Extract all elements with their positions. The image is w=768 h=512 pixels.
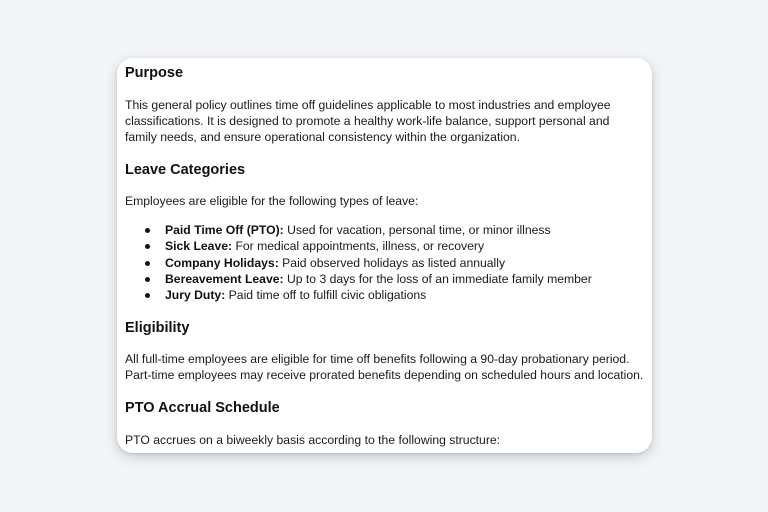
bullet-icon: [145, 293, 150, 298]
heading-leave-categories: Leave Categories: [125, 162, 246, 178]
list-item: [145, 222, 592, 238]
list-item-term: Bereavement Leave:: [165, 271, 284, 286]
purpose-line-2: classifications. It is designed to promote a healthy work-life balance, support personal and: [125, 114, 610, 128]
list-item-term: Sick Leave:: [165, 239, 233, 254]
heading-purpose: Purpose: [125, 65, 184, 81]
list-item-term: Company Holidays:: [165, 255, 279, 270]
list-item-description: Paid observed holidays as listed annually: [278, 255, 506, 270]
heading-eligibility: Eligibility: [125, 320, 190, 336]
document-card: [117, 58, 652, 453]
list-item-description: For medical appointments, illness, or recovery: [232, 239, 485, 254]
list-item: [145, 255, 592, 271]
leave-categories-intro: Employees are eligible for the following types of leave:: [125, 194, 419, 208]
pto-accrual-line-1: PTO accrues on a biweekly basis according to the following structure:: [125, 433, 501, 447]
list-item: [145, 271, 592, 287]
list-item-description: Up to 3 days for the loss of an immediate family member: [283, 271, 592, 286]
purpose-line-3: family needs, and ensure operational consistency within the organization.: [125, 130, 520, 144]
bullet-icon: [145, 228, 150, 233]
bullet-icon: [145, 277, 150, 282]
eligibility-line-2: Part-time employees may receive prorated benefits depending on scheduled hours and location.: [125, 368, 644, 382]
bullet-icon: [145, 261, 150, 266]
list-item: [145, 238, 592, 254]
leave-categories-list: [145, 222, 592, 303]
list-item-description: Paid time off to fulfill civic obligations: [225, 288, 427, 303]
purpose-line-1: This general policy outlines time off guidelines applicable to most industries and employee: [125, 98, 611, 112]
heading-pto-accrual: PTO Accrual Schedule: [125, 400, 280, 416]
eligibility-line-1: All full-time employees are eligible for time off benefits following a 90-day probationary period.: [125, 352, 630, 366]
list-item-term: Jury Duty:: [165, 288, 226, 303]
list-item: [145, 287, 592, 303]
list-item-term: Paid Time Off (PTO):: [165, 223, 284, 237]
list-item-description: Used for vacation, personal time, or minor illness: [283, 223, 551, 237]
bullet-icon: [145, 244, 150, 249]
